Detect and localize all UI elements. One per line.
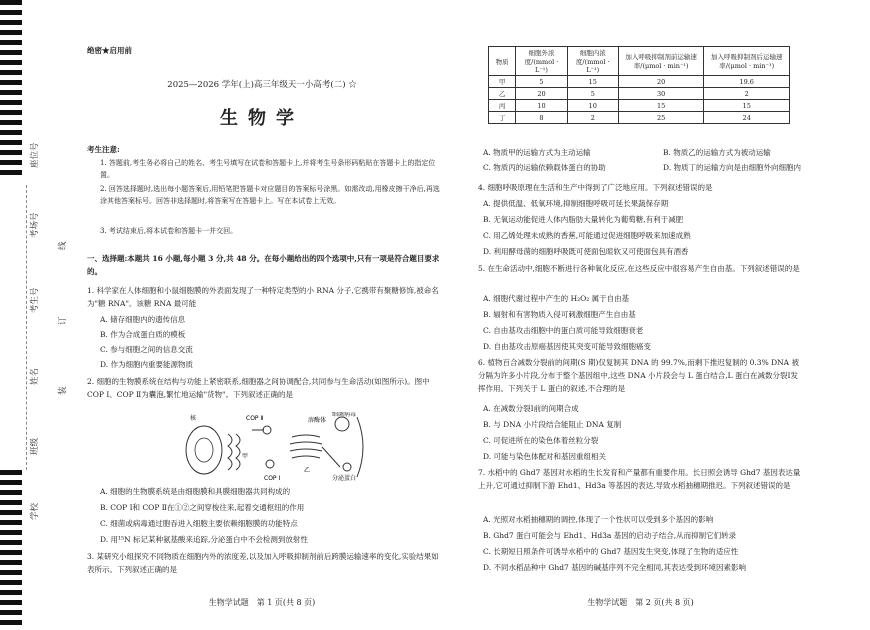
table-header-row [489, 47, 790, 76]
q6-option-a: A. 在减数分裂Ⅰ前的间期合成 [483, 404, 579, 413]
table-cell: 19.6 [704, 76, 790, 88]
q2-option-b: B. COP Ⅰ和 COP Ⅱ在①②之间穿梭往来,起着交通枢纽的作用 [100, 503, 305, 512]
table-row [489, 76, 790, 88]
q7-option-b: B. Ghd7 蛋白可能会与 Ehd1、Hd3a 基因的启动子结合,从而抑制它们转录 [483, 531, 737, 540]
table-cell: 15 [567, 76, 618, 88]
cell-organelle-diagram [182, 412, 372, 482]
q1-option-c: C. 参与细胞之间的信息交流 [100, 345, 193, 354]
notice-2: 2. 回答选择题时,选出每小题答案后,用铅笔把答题卡对应题目的答案标号涂黑。如需改动,用橡皮擦干净后,再选涂其他答案标号。回答非选择题时,将答案写在答题卡上。写在本试卷上无效。 [100, 185, 440, 205]
question-3-stem: 3. 某研究小组探究不同物质在细胞内外的浓度差,以及加入呼吸抑制剂前后跨膜运输速率的变化,实验结果如表所示。下列叙述正确的是 [87, 552, 439, 574]
table-cell: 甲 [489, 76, 516, 88]
notice-3: 3. 考试结束后,将本试卷和答题卡一并交回。 [100, 227, 238, 235]
table-cell: 15 [618, 100, 704, 112]
notice-title: 考生注意: [87, 145, 120, 154]
q5-option-c: C. 自由基攻击细胞中的蛋白质可能导致细胞衰老 [483, 326, 644, 335]
table-header: 细胞外浓度/(mmol · L⁻¹) [516, 47, 567, 76]
cut-mark-install: 装 [58, 386, 68, 395]
question-1-stem: 1. 科学家在人体细胞和小鼠细胞膜的外表面发现了一种特定类型的小 RNA 分子,它携带有聚糖修饰,被命名为"糖 RNA"。该糖 RNA 最可能 [87, 286, 439, 308]
q3-option-d: D. 物质丁的运输方向是由细胞外向细胞内 [663, 163, 802, 172]
label-copII: COP Ⅱ [246, 415, 264, 422]
table-cell: 乙 [489, 88, 516, 100]
table-cell: 20 [516, 88, 567, 100]
table-cell: 10 [567, 100, 618, 112]
label-nucleus: 核 [190, 415, 197, 422]
stripe-pattern-bottom [0, 470, 22, 630]
question-2-stem: 2. 细胞的生物膜系统在结构与功能上紧密联系,细胞器之间协调配合,共同参与生命活动(如图所示)。图中 COP Ⅰ、COP Ⅱ为囊泡,繁忙地运输"货物"。下列叙述正确的是 [87, 377, 430, 399]
q7-option-c: C. 长期短日照条件可诱导水稻中的 Ghd7 基因发生突变,体现了生物的适应性 [483, 547, 739, 556]
school-label: 学校 [30, 502, 40, 520]
page-footer-2: 生物学试题 第 2 页(共 8 页) [587, 598, 694, 607]
question-4-stem: 4. 细胞呼吸原理在生活和生产中得到了广泛地应用。下列叙述错误的是 [478, 183, 713, 192]
q5-option-d: D. 自由基攻击原癌基因使其突变可能导致细胞癌变 [483, 342, 652, 351]
table-cell: 5 [516, 76, 567, 88]
table-cell: 8 [516, 112, 567, 124]
q1-option-d: D. 作为细胞内重要能源物质 [100, 360, 194, 369]
notice-1: 1. 答题前,考生务必将自己的姓名、考生号填写在试卷和答题卡上,并将考生号条形码粘贴在答题卡上的指定位置。 [100, 159, 436, 179]
label-pathogen: 细菌病毒 [332, 412, 357, 418]
confidential-mark: 绝密★启用前 [87, 46, 132, 55]
table-header: 加入呼吸抑制剂后运输速率/(μmol · min⁻¹) [704, 47, 790, 76]
q4-option-c: C. 用乙烯处理未成熟的香蕉,可能通过促进细胞呼吸来加速成熟 [483, 231, 691, 240]
table-header: 物质 [489, 47, 516, 76]
table-header: 细胞内浓度/(mmol · L⁻¹) [567, 47, 618, 76]
question-5-stem: 5. 在生命活动中,细胞不断进行各种氧化反应,在这些反应中很容易产生自由基。下列叙述错误的是 [478, 264, 800, 273]
label-jia: 甲 [242, 453, 249, 460]
table-cell: 24 [704, 112, 790, 124]
table-cell: 丙 [489, 100, 516, 112]
q3-option-c: C. 物质丙的运输依赖载体蛋白的协助 [483, 163, 606, 172]
q1-option-a: A. 储存细胞内的遗传信息 [100, 315, 186, 324]
q4-option-d: D. 利用酵母菌的细胞呼吸既可使面包暄软又可使面包具有酒香 [483, 247, 689, 256]
question-7-stem: 7. 水稻中的 Ghd7 基因对水稻的生长发育和产量都有重要作用。长日照会诱导 Ghd7 基因表达量上升,它可通过抑制下游 Ehd1、Hd3a 等基因的表达,导致水稻抽穗期推迟。下列叙述错误的是 [478, 468, 801, 490]
label-secretion: 分泌蛋白 [332, 475, 357, 482]
binding-strip [0, 0, 70, 630]
q4-option-a: A. 提供低温、低氧环境,抑制细胞呼吸可延长果蔬保存期 [483, 199, 669, 208]
label-lysosome: 溶酶体 [308, 417, 327, 424]
stripe-pattern-top [0, 0, 22, 180]
cut-mark-line: 线 [58, 241, 68, 250]
table-cell: 5 [567, 88, 618, 100]
q1-option-b: B. 作为合成蛋白质的模板 [100, 330, 186, 339]
table-cell: 2 [704, 88, 790, 100]
table-row [489, 112, 790, 124]
q7-option-d: D. 不同水稻品种中 Ghd7 基因的碱基序列不完全相同,其表达受到环境因素影响 [483, 563, 747, 572]
q2-option-c: C. 细菌或病毒通过胞吞进入细胞主要依赖细胞膜的功能特点 [100, 519, 298, 528]
q5-option-b: B. 辐射和有害物质入侵可刺激细胞产生自由基 [483, 310, 636, 319]
q4-option-b: B. 无氧运动能促进人体内脂肪大量转化为葡萄糖,有利于减肥 [483, 215, 684, 224]
candidate-number-label: 考生号 [30, 287, 40, 313]
exam-title: 2025—2026 学年(上)高三年级天一小高考(二) ☆ [167, 80, 357, 90]
q6-option-d: D. 可能与染色体配对和基因重组相关 [483, 452, 607, 461]
table-cell: 丁 [489, 112, 516, 124]
q2-option-a: A. 细胞的生物膜系统是由细胞膜和具膜细胞器共同构成的 [100, 487, 291, 496]
table-cell: 30 [618, 88, 704, 100]
q5-option-a: A. 细胞代谢过程中产生的 H₂O₂ 属于自由基 [483, 294, 630, 303]
label-copI: COP Ⅰ [264, 475, 281, 482]
section-header: 一、选择题:本题共 16 小题,每小题 3 分,共 48 分。在每小题给出的四个选项中,只有一项是符合题目要求的。 [87, 254, 440, 276]
table-row [489, 100, 790, 112]
table-cell: 2 [567, 112, 618, 124]
q6-option-b: B. 与 DNA 小片段结合能阻止 DNA 复制 [483, 420, 622, 429]
table-cell: 20 [618, 76, 704, 88]
data-table [488, 46, 790, 124]
q6-option-c: C. 可促进所在的染色体着丝粒分裂 [483, 436, 599, 445]
table-cell: 10 [516, 100, 567, 112]
label-yi: 乙 [304, 467, 311, 474]
left-page [82, 0, 442, 630]
name-label: 姓名 [30, 367, 40, 385]
table-row [489, 88, 790, 100]
right-page [478, 0, 803, 630]
question-6-stem: 6. 植物百合减数分裂前的间期(S 期)仅复制其 DNA 的 99.7%,而剩下推迟复制的 0.3% DNA 被分隔为许多小片段,分布于整个基因组中,这些 DNA 小片段会与 L 蛋白结合,L 蛋白在减数分裂Ⅰ发挥作用。下列关于 L 蛋白的叙述,不合理的是 [478, 358, 799, 393]
exam-room-label: 考场号 [30, 212, 40, 238]
class-label: 班级 [30, 437, 40, 455]
subject-title: 生物学 [220, 108, 304, 129]
page-footer-1: 生物学试题 第 1 页(共 8 页) [208, 598, 316, 607]
q3-option-b: B. 物质乙的运输方式为被动运输 [663, 148, 771, 157]
q3-option-a: A. 物质甲的运输方式为主动运输 [483, 148, 591, 157]
cut-mark-bind: 订 [58, 316, 68, 325]
q7-option-a: A. 光照对水稻抽穗期的调控,体现了一个性状可以受到多个基因的影响 [483, 515, 714, 524]
q2-option-d: D. 用¹⁵N 标记某种氨基酸来追踪,分泌蛋白中不会检测到放射性 [100, 535, 308, 544]
table-cell: 25 [618, 112, 704, 124]
table-header: 加入呼吸抑制剂前运输速率/(μmol · min⁻¹) [618, 47, 704, 76]
seat-number-label: 座位号 [30, 142, 40, 168]
table-cell: 15 [704, 100, 790, 112]
